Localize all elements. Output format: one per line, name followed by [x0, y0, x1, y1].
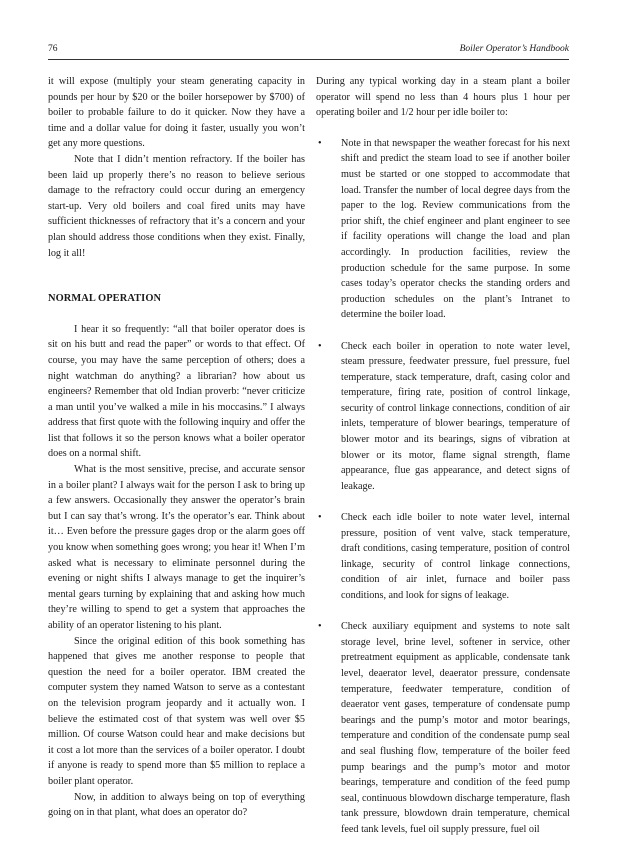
header-rule — [48, 59, 569, 60]
paragraph: Note that I didn’t mention refractory. If the boiler has been laid up properly there’s no reason to believe serious damage to the refractory could occur during an emergency start-up. Very old boilers and coal fired units may have sufficient thicknesses of refractory that it’s a concern and your plan should address those conditions when they exist. Finally, log it all! — [48, 153, 305, 259]
bullet-icon: • — [318, 621, 322, 633]
duty-list — [316, 136, 570, 838]
paragraph: I hear it so frequently: “all that boiler operator does is sit on his butt and read the paper” or words to that effect. Of course, you may have the same perception of others; does a night watchman do anything? a librarian? how about us engineers? Remember that old Indian proverb: “never criticize a man until you’ve walked a mile in his moccasins.” I always address that first quote with the following inquiry and offer the list that follows it so the person knows what a boiler operator does on a normal shift. — [48, 323, 305, 460]
list-item — [316, 339, 570, 495]
paragraph: Now, in addition to always being on top of everything going on in that plant, what does an operator do? — [48, 791, 305, 819]
paragraph: it will expose (multiply your steam generating capacity in pounds per hour by $20 or the boiler horsepower by $700) of boiler to probable failure to do it quicker. Now they have a time and a dollar value for doing it faster, usually you won’t get any more questions. — [48, 76, 305, 150]
running-header — [48, 44, 569, 58]
intro-paragraph: During any typical working day in a steam plant a boiler operator will spend no less than 4 hours plus 1 hour per operating boiler and 1/2 hour per idle boiler to: — [316, 76, 570, 119]
list-item-text: Note in that newspaper the weather forecast for his next shift and predict the steam load to see if another boiler must be started or one stopped to accommodate that load. Transfer the number of local degree days from the paper to the log. Review communications from the prior shift, the chief engineer and plant engineer to see if facility operations will change the load and plan accordingly. In production facilities, review the production schedule for the same purpose. In some cases today’s operator checks the standing orders and production schedules on the plant’s Intranet to determine the boiler load. — [341, 137, 570, 321]
book-title: Boiler Operator’s Handbook — [459, 44, 569, 54]
bullet-icon: • — [318, 137, 322, 149]
page-number: 76 — [48, 44, 58, 54]
bullet-icon: • — [318, 340, 322, 352]
list-item-text: Check auxiliary equipment and systems to note salt storage level, brine level, softener in service, other pretreatment equipment as applicable, condensate tank level, deaerator level, deaerator pressure, condensate temperature, feedwater temperature, condition of deaerator vent gases, temperature of condensate pump bearings and the pump’s motor and motor bearings, temperature and condition of the condensate pump seal and seal flushing flow, temperature of the boiler feed pump bearings and the pump’s motor and motor bearings, temperature and condition of the feed pump seal, continuous blowdown discharge temperature, flash tank pressure, blowdown drain temperature, chemical feed tank levels, fuel oil supply pressure, fuel oil — [341, 621, 570, 835]
list-item — [316, 619, 570, 837]
list-item-text: Check each boiler in operation to note water level, steam pressure, feedwater pressure, fuel pressure, fuel temperature, stack temperature, draft, casing color and temperature, firing rate, position of control linkage, security of control linkage connections, condition of air inlets, temperature of blower bearings, temperature of blower motor and its bearings, signs of vibration at blower or its motor, flame signal strength, flame appearance, flue gas appearance, and detect signs of leakage. — [341, 340, 570, 492]
right-column — [316, 74, 570, 853]
list-item — [316, 136, 570, 323]
left-column — [48, 74, 305, 821]
list-item-text: Check each idle boiler to note water level, internal pressure, position of vent valve, stack temperature, draft conditions, casing temperature, position of control linkage, security of control linkage connections, condition of air inlet, furnace and boiler pass conditions, and look for signs of leakage. — [341, 512, 570, 601]
bullet-icon: • — [318, 512, 322, 524]
paragraph: What is the most sensitive, precise, and accurate sensor in a boiler plant? I always wait for the person I ask to bring up a few answers. Occasionally they answer the operator’s brain but I can say that’s wrong. It’s the operator’s ear. Think about it… Even before the pressure gages drop or the alarm goes off you know when something goes wrong; you hear it! When I’m asked what is necessary to eliminate personnel during the evening or night shifts I always manage to get the inquirer’s mental gears turning by explaining that and asking how much they’re willing to spend to get a system that approaches the ability of an operator listening to his plant. — [48, 464, 305, 631]
paragraph: Since the original edition of this book something has happened that gives me another response to people that question the need for a boiler operator. IBM created the computer system they named Watson to serve as a contestant on the television program jeopardy and it actually won. I believe the estimated cost of that system was well over $5 million. Of course Watson could hear and make decisions but it cost a lot more than the services of a boiler operator. I doubt if anyone is ready to spend more than $5 million to replace a boiler plant operator. — [48, 635, 305, 787]
list-item — [316, 510, 570, 604]
section-heading: NORMAL OPERATION — [48, 293, 162, 305]
